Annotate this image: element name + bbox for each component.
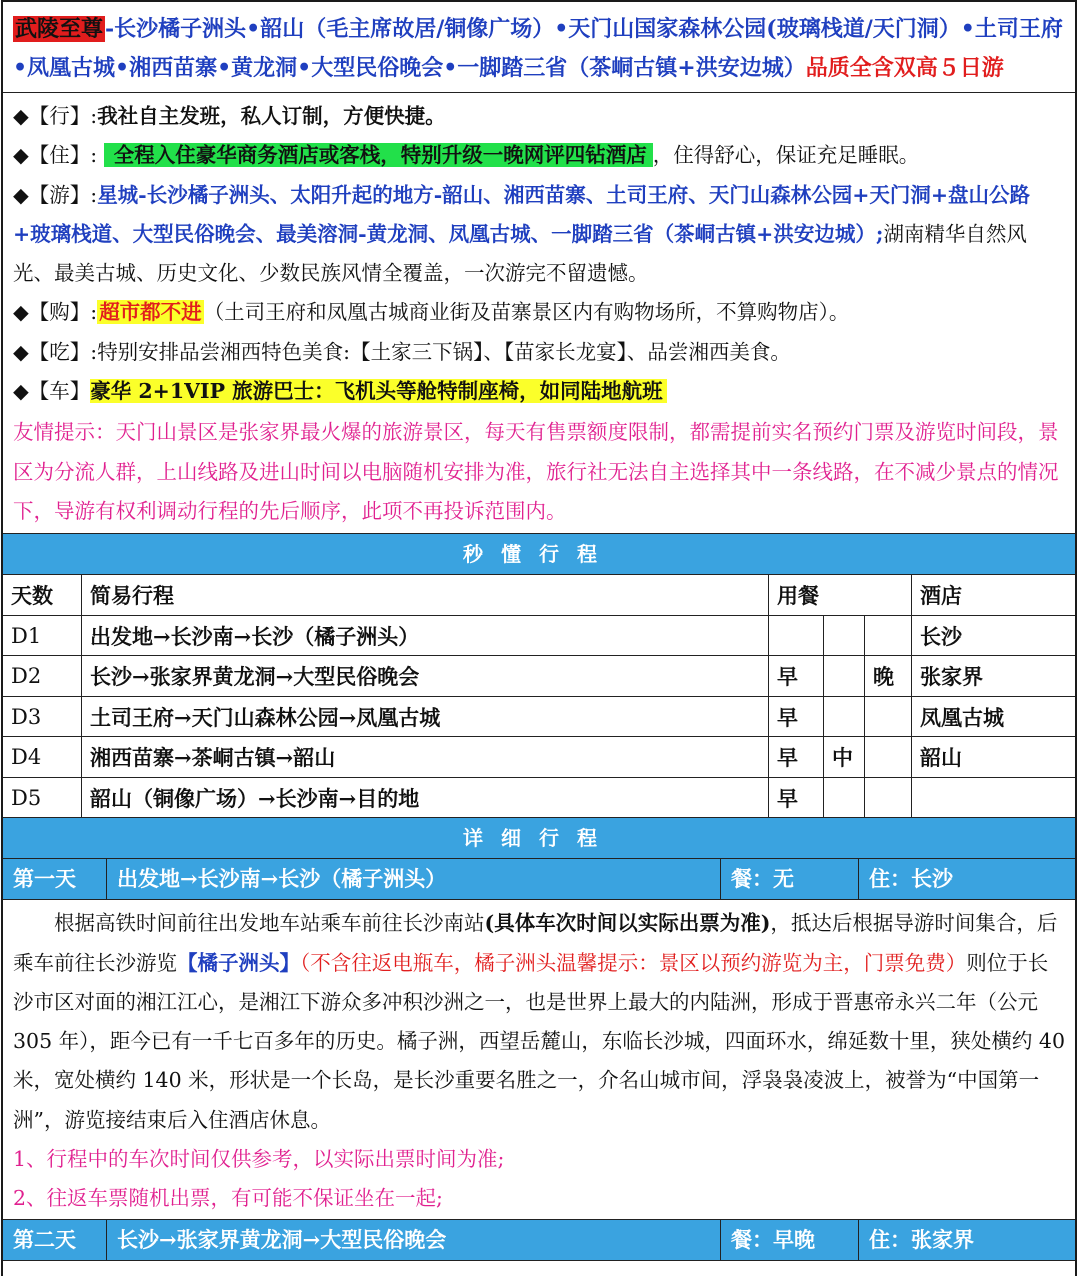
friendly-tip: 友情提示：天门山景区是张家界最火爆的旅游景区，每天有售票额度限制，都需提前实名预约门票及游览时间段，景区为分流人群，上山线路及进山时间以电脑随机安排为准，旅行社无法自主选择其中一条线路，在不减少景点的情况下，导游有权利调动行程的先后顺序，此项不再投诉范围内。	[13, 420, 1059, 523]
row-route: 土司王府→天门山森林公园→凤凰古城	[82, 696, 769, 737]
schedule-table	[3, 575, 1075, 818]
feature-text: ，住得舒心，保证充足睡眠。	[652, 143, 920, 168]
itinerary-page	[1, 0, 1077, 1276]
page-title	[3, 2, 1075, 93]
day1-note-1: 1、行程中的车次时间仅供参考，以实际出票时间为准;	[13, 1147, 505, 1172]
row-meal-lunch	[824, 656, 865, 697]
day2-route: 长沙→张家界黄龙洞→大型民俗晚会	[107, 1220, 721, 1260]
feature-spots: 星城-长沙橘子洲头、太阳升起的地方-韶山、湘西苗寨、土司王府、天门山森林公园+天门洞+盘山公路+玻璃栈道、大型民俗晚会、最美溶洞-黄龙洞、凤凰古城、一脚踏三省（茶峒古镇+洪安边城）;	[13, 182, 1031, 246]
row-route: 湘西苗寨→茶峒古镇→韶山	[82, 737, 769, 778]
day1-header	[3, 859, 1075, 900]
row-route: 出发地→长沙南→长沙（橘子洲头）	[82, 615, 769, 656]
row-meal-breakfast: 早	[769, 696, 824, 737]
day1-route: 出发地→长沙南→长沙（橘子洲头）	[107, 859, 721, 899]
feature-label: ◆【车】	[13, 379, 91, 404]
row-meal-lunch: 中	[824, 737, 865, 778]
feature-you	[13, 176, 1067, 294]
feature-label: ◆【游】:	[13, 182, 98, 207]
row-meal-dinner: 晚	[865, 656, 912, 697]
day1-meal: 餐：无	[721, 859, 859, 899]
feature-text: 我社自主发班，私人订制，方便快捷。	[97, 104, 446, 128]
header-day: 天数	[3, 575, 82, 615]
table-row	[3, 777, 1075, 818]
feature-text: 湖南精华自然风光、最美古城、历史文化、少数民族风情全覆盖，一次游完不留遗憾。	[13, 221, 1027, 286]
row-hotel: 张家界	[912, 656, 1076, 697]
feature-highlight: 豪华 2+1VIP 旅游巴士：飞机头等舱特制座椅，如同陆地航班	[90, 379, 666, 403]
day2-hotel: 住：张家界	[869, 1226, 974, 1252]
row-day: D2	[3, 656, 82, 697]
feature-gou	[13, 293, 1067, 332]
day1-emphasis: (具体车次时间以实际出票为准)	[484, 911, 771, 936]
row-day: D5	[3, 777, 82, 818]
feature-xing	[13, 97, 1067, 136]
feature-text: （土司王府和凤凰古城商业街及苗寨景区内有购物场所，不算购物店）。	[203, 300, 850, 325]
day2-header	[3, 1219, 1075, 1261]
day1-label: 第一天	[3, 859, 107, 899]
row-meal-dinner	[865, 696, 912, 737]
day1-text: ，抵达后根据导游时间集合，后乘车前往长沙游览	[13, 911, 1058, 975]
row-meal-dinner	[865, 737, 912, 778]
table-row	[3, 696, 1075, 737]
table-row	[3, 615, 1075, 656]
title-quality: 品质全含双高５日游	[805, 55, 1004, 81]
row-day: D1	[3, 615, 82, 656]
row-meal-breakfast	[769, 615, 824, 656]
header-hotel: 酒店	[912, 575, 1076, 615]
schedule-header-row	[3, 575, 1075, 615]
table-row	[3, 656, 1075, 697]
day1-body	[3, 900, 1075, 1218]
header-meal: 用餐	[769, 575, 912, 615]
day1-paragraph	[13, 904, 1067, 1140]
feature-text: 特别安排品尝湘西特色美食:【土家三下锅】、【苗家长龙宴】、品尝湘西美食。	[97, 339, 791, 364]
feature-label: ◆【购】:	[13, 300, 98, 325]
row-meal-lunch	[824, 615, 865, 656]
row-meal-lunch	[824, 777, 865, 818]
feature-label: ◆【住】:	[13, 143, 98, 168]
day1-hotel: 住：长沙	[869, 866, 953, 892]
title-route: -长沙橘子洲头•韶山（毛主席故居/铜像广场）•天门山国家森林公园(玻璃栈道/天门洞）•土司王府•凤凰古城•湘西苗寨•黄龙洞•大型民俗晚会•一脚踏三省（茶峒古镇+洪安边城）	[13, 16, 1063, 81]
row-hotel: 韶山	[912, 737, 1076, 778]
feature-highlight: 全程入住豪华商务酒店或客栈，特别升级一晚网评四钻酒店	[104, 143, 653, 167]
day2-label: 第二天	[3, 1220, 107, 1260]
row-day: D4	[3, 737, 82, 778]
row-meal-breakfast: 早	[769, 656, 824, 697]
feature-highlight: 超市都不进	[99, 300, 202, 325]
row-hotel: 长沙	[912, 615, 1076, 656]
row-hotel: 凤凰古城	[912, 696, 1076, 737]
day1-text: 根据高铁时间前往出发地车站乘车前往长沙南站	[54, 911, 485, 936]
feature-che	[13, 372, 1067, 411]
row-meal-lunch	[824, 696, 865, 737]
row-day: D3	[3, 696, 82, 737]
header-route: 简易行程	[82, 575, 769, 615]
row-meal-dinner	[865, 615, 912, 656]
row-meal-breakfast: 早	[769, 737, 824, 778]
section-summary-bar: 秒懂行程	[3, 533, 1075, 575]
row-route: 长沙→张家界黄龙洞→大型民俗晚会	[82, 656, 769, 697]
day2-meal: 餐：早晚	[721, 1220, 859, 1260]
day1-warning: （不含往返电瓶车，橘子洲头温馨提示：景区以预约游览为主，门票免费）	[300, 950, 967, 975]
row-meal-breakfast: 早	[769, 777, 824, 818]
day1-note-2: 2、往返车票随机出票，有可能不保证坐在一起;	[13, 1186, 443, 1211]
row-route: 韶山（铜像广场）→长沙南→目的地	[82, 777, 769, 818]
row-hotel	[912, 777, 1076, 818]
section-detail-bar: 详细行程	[3, 818, 1075, 859]
day1-text: 则位于长沙市区对面的湘江江心，是湘江下游众多冲积沙洲之一，也是世界上最大的内陆洲，形成于晋惠帝永兴二年（公元 305 年），距今已有一千七百多年的历史。橘子洲，西望岳麓山，东临长沙城，四面环水，绵延数十里，狭处横约 40 米，宽处横约 140 米，形状是一个长岛，是长沙重要名胜之一，介名山城市间，浮袅袅凌波上，被誉为“中国第一洲”，游览接结束后入住酒店休息。	[13, 950, 1065, 1132]
feature-label: ◆【行】:	[13, 104, 98, 128]
feature-zhu	[13, 136, 1067, 175]
feature-chi	[13, 333, 1067, 372]
feature-label: ◆【吃】:	[13, 339, 98, 364]
table-row	[3, 737, 1075, 778]
title-tag: 武陵至尊	[15, 16, 104, 42]
row-meal-dinner	[865, 777, 912, 818]
features-list	[3, 93, 1075, 413]
day1-spot: 【橘子洲头】	[177, 950, 300, 975]
